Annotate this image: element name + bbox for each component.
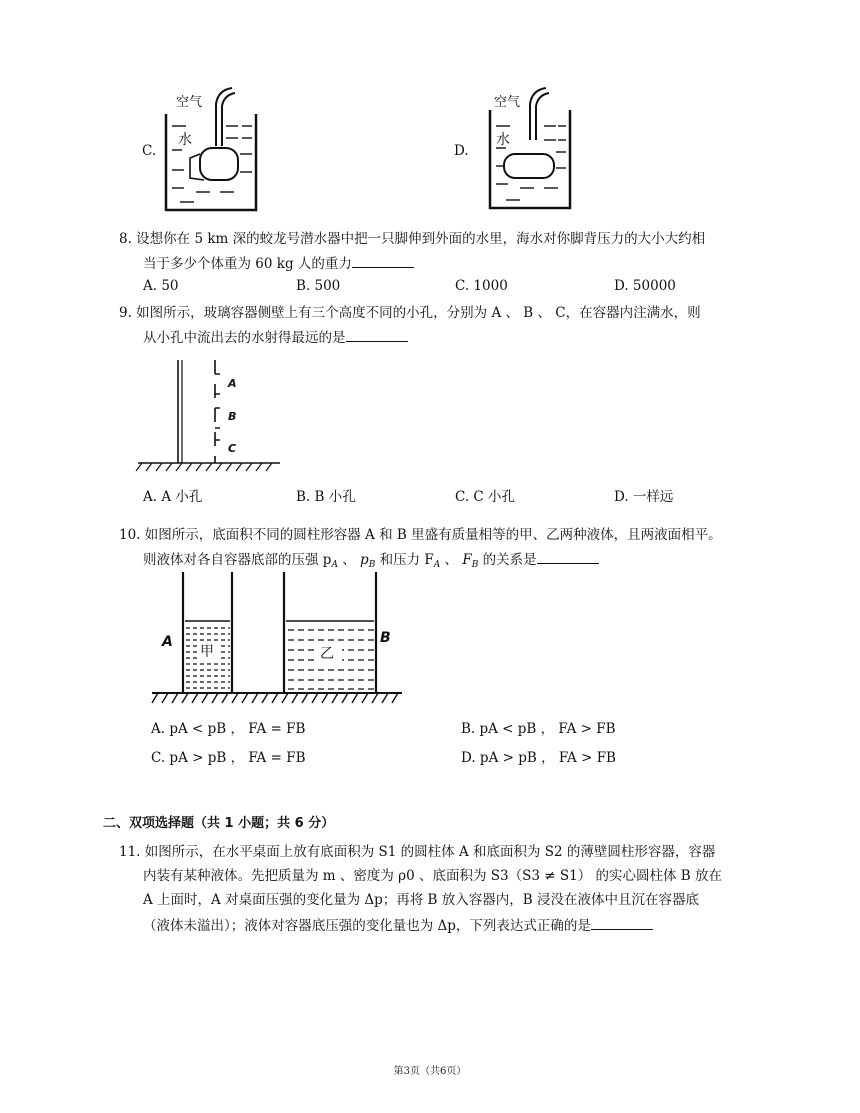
q9-option-a[interactable]: A. A 小孔 xyxy=(143,489,203,505)
q11-line2: 内装有某种液体。先把质量为 m 、密度为 ρ0 、底面积为 S3（S3 ≠ S1） 的实心圆柱体 B 放在 xyxy=(143,868,722,884)
q10-stem-line1: 10. 如图所示，底面积不同的圆柱形容器 A 和 B 里盛有质量相等的甲、乙两种液体，且两液面相平。 xyxy=(119,527,722,543)
hole-c-label: C xyxy=(228,442,237,455)
page-number: 第3页（共6页） xyxy=(393,1066,467,1077)
hole-b-label: B xyxy=(228,410,237,423)
q7-figure-c xyxy=(160,84,280,214)
air-label: 空气 xyxy=(494,95,521,110)
container-b-label: B xyxy=(380,630,391,646)
q8-option-c[interactable]: C. 1000 xyxy=(455,278,508,294)
q10-option-c[interactable]: C. pA > pB ， FA = FB xyxy=(151,750,306,766)
q7-option-c-label[interactable]: C. xyxy=(142,143,157,159)
q10-option-a[interactable]: A. pA < pB ， FA = FB xyxy=(151,721,306,737)
q8-option-b[interactable]: B. 500 xyxy=(296,278,341,294)
water-label: 水 xyxy=(496,132,510,148)
q10-figure xyxy=(150,572,410,712)
liquid-b-label: 乙 xyxy=(320,646,334,662)
q11-line3: A 上面时，A 对桌面压强的变化量为 Δp；再将 B 放入容器内，B 浸没在液体中且沉在容器底 xyxy=(143,892,699,908)
q8-stem-line1: 8. 设想你在 5 km 深的蛟龙号潜水器中把一只脚伸到外面的水里，海水对你脚背压力的大小大约相 xyxy=(119,231,706,247)
q11-line4: （液体未溢出）；液体对容器底压强的变化量也为 Δp，下列表达式正确的是 xyxy=(143,915,653,936)
q8-option-a[interactable]: A. 50 xyxy=(143,278,179,294)
q10-option-b[interactable]: B. pA < pB ， FA > FB xyxy=(461,721,616,737)
q9-option-b[interactable]: B. B 小孔 xyxy=(296,489,356,505)
q7-figure-d xyxy=(486,84,606,214)
q9-stem-line2: 从小孔中流出去的水射得最远的是 xyxy=(143,327,408,348)
q9-option-d[interactable]: D. 一样远 xyxy=(614,489,674,505)
container-a-label: A xyxy=(162,634,173,650)
q8-stem-line2: 当于多少个体重为 60 kg 人的重力 xyxy=(143,253,414,274)
q10-stem-line2: 则液体对各自容器底部的压强 $p_A$ 、 $p_B$ 和压力 $F_A$ 、 $F_B$ 的关系是 xyxy=(143,549,599,575)
liquid-a-label: 甲 xyxy=(200,644,214,660)
q11-line1: 11. 如图所示，在水平桌面上放有底面积为 S1 的圆柱体 A 和底面积为 S2 的薄壁圆柱形容器，容器 xyxy=(119,844,716,860)
q8-option-d[interactable]: D. 50000 xyxy=(614,278,676,294)
air-label: 空气 xyxy=(176,95,203,110)
section2-heading: 二、双项选择题（共 1 小题；共 6 分） xyxy=(103,816,335,831)
water-label: 水 xyxy=(178,132,192,148)
q9-figure xyxy=(130,360,290,480)
q9-stem-line1: 9. 如图所示，玻璃容器侧壁上有三个高度不同的小孔，分别为 A 、 B 、 C，在容器内注满水，则 xyxy=(119,305,701,321)
q10-option-d[interactable]: D. pA > pB ， FA > FB xyxy=(461,750,616,766)
q9-option-c[interactable]: C. C 小孔 xyxy=(455,489,516,505)
q7-option-d-label[interactable]: D. xyxy=(454,143,469,159)
hole-a-label: A xyxy=(228,377,237,390)
